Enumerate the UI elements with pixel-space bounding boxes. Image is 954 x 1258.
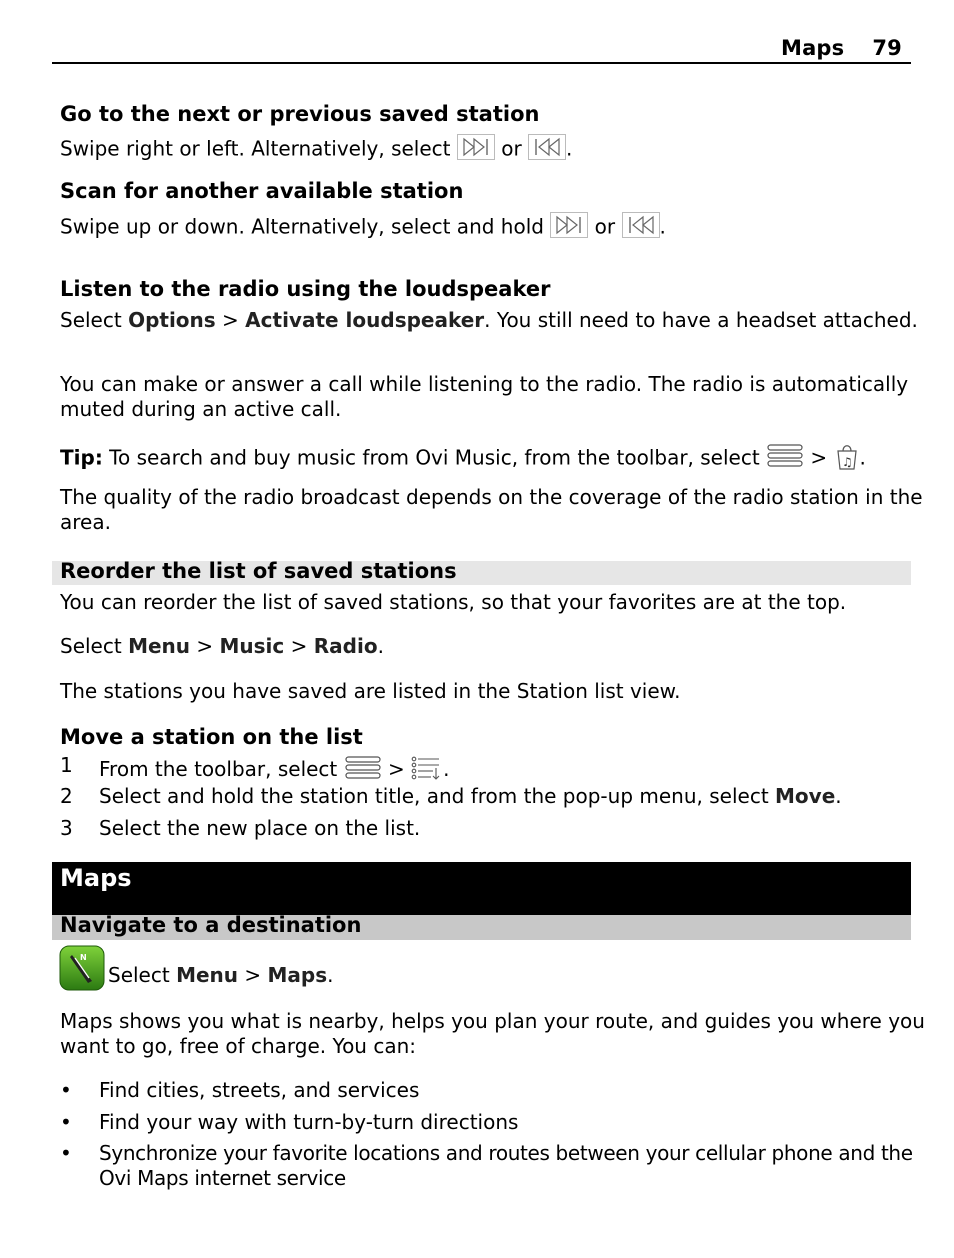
maps-section-band bbox=[52, 862, 911, 915]
toolbar-menu-icon bbox=[344, 753, 382, 788]
period: . bbox=[327, 963, 334, 987]
step-number: 2 bbox=[60, 784, 73, 808]
menu-path: Menu bbox=[176, 963, 239, 987]
period: . bbox=[566, 136, 573, 161]
scan-heading: Scan for another available station bbox=[60, 179, 464, 203]
reorder-heading: Reorder the list of saved stations bbox=[60, 559, 457, 583]
maps-app-icon bbox=[59, 945, 105, 995]
loudspeaker-heading: Listen to the radio using the loudspeaker bbox=[60, 277, 551, 301]
scan-text bbox=[60, 212, 666, 244]
step-number: 1 bbox=[60, 753, 73, 777]
step-2-text: Select and hold the station title, and from the pop-up menu, select bbox=[99, 784, 776, 808]
running-header bbox=[781, 36, 902, 60]
bullet-mark: • bbox=[60, 1078, 72, 1102]
skip-back-icon bbox=[622, 212, 660, 244]
path-separator: > bbox=[215, 308, 246, 332]
maps-path-item: Maps bbox=[267, 963, 328, 987]
or-text: or bbox=[588, 214, 622, 239]
maps-path bbox=[108, 963, 333, 988]
toolbar-menu-icon bbox=[766, 441, 804, 477]
bullet-mark: • bbox=[60, 1110, 72, 1134]
maps-intro-line: Maps shows you what is nearby, helps you plan your route, and guides you where you bbox=[60, 1009, 925, 1033]
tip-paragraph bbox=[60, 441, 866, 477]
page-number: 79 bbox=[872, 36, 902, 60]
period: . bbox=[835, 784, 842, 808]
header-section: Maps bbox=[780, 36, 845, 60]
quality-paragraph-line: The quality of the radio broadcast depends on the coverage of the radio station in the bbox=[60, 485, 923, 509]
move-heading: Move a station on the list bbox=[60, 725, 363, 749]
period: . bbox=[377, 634, 384, 658]
music-store-icon bbox=[834, 441, 860, 477]
period: . bbox=[443, 757, 450, 781]
radio-path: Radio bbox=[313, 634, 378, 658]
bullet-item-line: Ovi Maps internet service bbox=[99, 1166, 346, 1190]
bullet-item bbox=[99, 1141, 913, 1191]
svg-text:N: N bbox=[80, 953, 87, 962]
reorder-path bbox=[60, 634, 384, 659]
options-menu-path: Options bbox=[128, 308, 216, 332]
select-word: Select bbox=[60, 308, 129, 332]
navigate-heading: Navigate to a destination bbox=[60, 913, 362, 937]
or-text: or bbox=[494, 136, 529, 161]
step-text bbox=[99, 753, 449, 788]
skip-back-icon bbox=[528, 134, 566, 166]
step-text: Select the new place on the list. bbox=[99, 816, 421, 840]
activate-loudspeaker-path: Activate loudspeaker bbox=[245, 308, 485, 332]
station-list-icon bbox=[411, 754, 443, 787]
skip-forward-icon bbox=[457, 134, 495, 166]
path-separator: > bbox=[804, 445, 834, 470]
quality-paragraph-line: area. bbox=[60, 510, 111, 534]
quality-paragraph bbox=[60, 485, 923, 535]
select-word: Select bbox=[60, 634, 129, 658]
skip-forward-icon bbox=[550, 212, 588, 244]
step-1-text: From the toolbar, select bbox=[99, 757, 344, 781]
next-prev-text-before: Swipe right or left. Alternatively, select bbox=[60, 136, 457, 161]
maps-intro-line: want to go, free of charge. You can: bbox=[60, 1034, 417, 1058]
bullet-item: Find your way with turn-by-turn directions bbox=[99, 1110, 519, 1134]
tip-label: Tip: bbox=[60, 445, 103, 470]
loudspeaker-rest: . You still need to have a headset attached. bbox=[484, 308, 918, 332]
period: . bbox=[859, 445, 866, 470]
path-separator: > bbox=[190, 634, 220, 658]
path-separator: > bbox=[238, 963, 268, 987]
bullet-item-line: Synchronize your favorite locations and routes between your cellular phone and the bbox=[99, 1141, 913, 1165]
maps-intro bbox=[60, 1009, 925, 1059]
svg-text:♫: ♫ bbox=[841, 455, 853, 469]
call-paragraph-line: You can make or answer a call while listening to the radio. The radio is automatically bbox=[60, 372, 909, 396]
step-number: 3 bbox=[60, 816, 73, 840]
next-prev-text bbox=[60, 134, 572, 166]
call-paragraph-line: muted during an active call. bbox=[60, 397, 342, 421]
select-word: Select bbox=[108, 963, 177, 987]
path-separator: > bbox=[284, 634, 314, 658]
menu-path: Menu bbox=[128, 634, 191, 658]
stations-listed-text: The stations you have saved are listed in the Station list view. bbox=[60, 679, 681, 703]
move-option: Move bbox=[775, 784, 836, 808]
scan-text-before: Swipe up or down. Alternatively, select and hold bbox=[60, 214, 551, 239]
tip-text: To search and buy music from Ovi Music, from the toolbar, select bbox=[102, 445, 767, 470]
maps-section-title: Maps bbox=[60, 864, 132, 892]
header-rule bbox=[52, 62, 911, 64]
bullet-mark: • bbox=[60, 1141, 72, 1165]
path-separator: > bbox=[381, 757, 412, 781]
step-text bbox=[99, 784, 842, 808]
reorder-intro: You can reorder the list of saved stations, so that your favorites are at the top. bbox=[60, 590, 847, 614]
next-prev-heading: Go to the next or previous saved station bbox=[60, 102, 540, 126]
loudspeaker-text bbox=[60, 308, 918, 333]
music-path: Music bbox=[219, 634, 285, 658]
period: . bbox=[659, 214, 666, 239]
bullet-item: Find cities, streets, and services bbox=[99, 1078, 420, 1102]
call-paragraph bbox=[60, 372, 908, 422]
